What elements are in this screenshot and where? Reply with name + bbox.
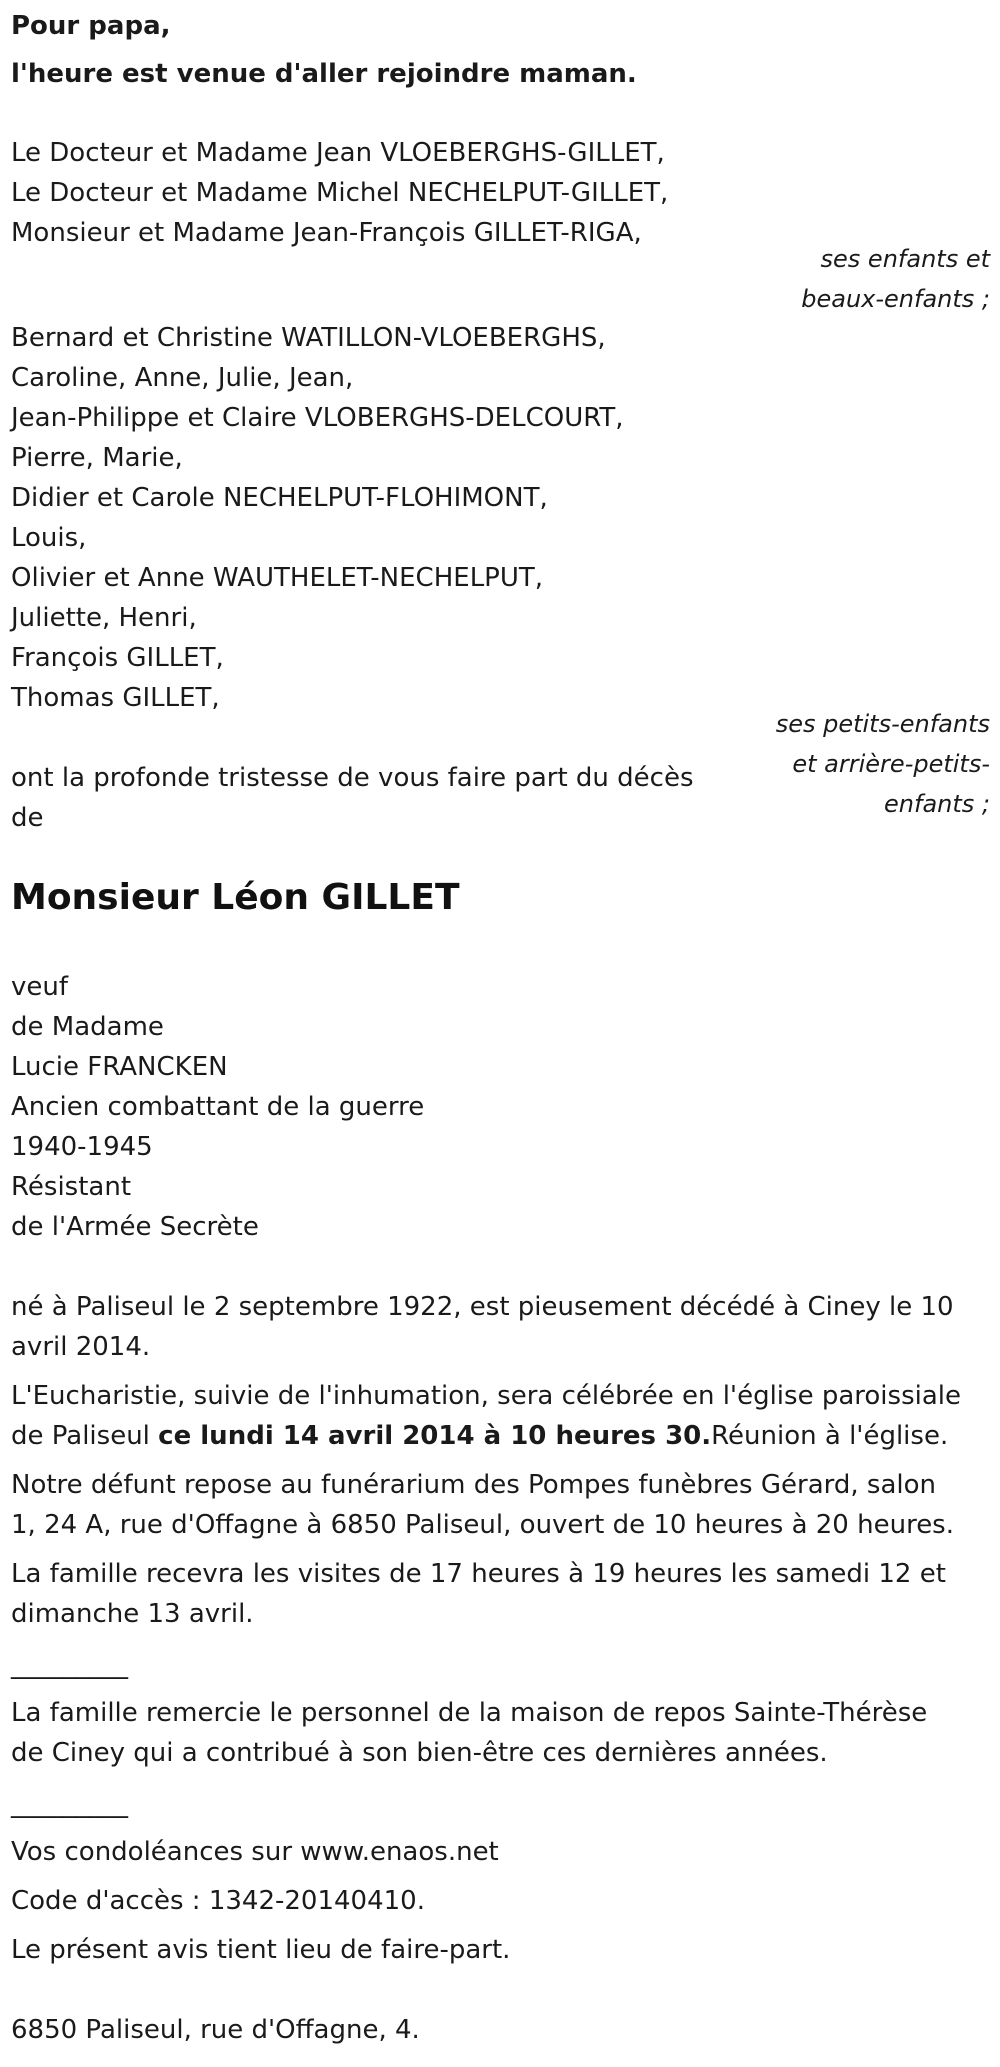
grandchild-line: Louis, bbox=[11, 523, 87, 553]
grandchild-line: Juliette, Henri, bbox=[11, 603, 197, 633]
grandchild-line: Jean-Philippe et Claire VLOBERGHS-DELCOURT, bbox=[11, 403, 624, 433]
grandchild-line: Olivier et Anne WAUTHELET-NECHELPUT, bbox=[11, 563, 544, 593]
header-line-1: Pour papa, bbox=[11, 11, 171, 41]
grandchild-line: Caroline, Anne, Julie, Jean, bbox=[11, 363, 354, 393]
thanks-line: de Ciney qui a contribué à son bien-être ces dernières années. bbox=[11, 1738, 828, 1768]
grandchild-line: Didier et Carole NECHELPUT-FLOHIMONT, bbox=[11, 483, 548, 513]
detail-line: de Madame bbox=[11, 1012, 164, 1042]
detail-line: Lucie FRANCKEN bbox=[11, 1052, 228, 1082]
announcement-line: ont la profonde tristesse de vous faire part du décès bbox=[11, 763, 694, 793]
detail-line: veuf bbox=[11, 972, 69, 1002]
birth-death-line: né à Paliseul le 2 septembre 1922, est pieusement décédé à Ciney le 10 bbox=[11, 1292, 954, 1322]
grandchild-line: François GILLET, bbox=[11, 643, 224, 673]
grandchildren-relation-note: enfants ; bbox=[884, 790, 990, 818]
separator: _________ bbox=[11, 1650, 128, 1680]
header-line-2: l'heure est venue d'aller rejoindre maman. bbox=[11, 59, 637, 89]
visits-line: dimanche 13 avril. bbox=[11, 1599, 254, 1629]
birth-death-line: avril 2014. bbox=[11, 1332, 151, 1362]
separator: _________ bbox=[11, 1789, 128, 1819]
grandchild-line: Bernard et Christine WATILLON-VLOEBERGHS, bbox=[11, 323, 606, 353]
grandchild-line: Pierre, Marie, bbox=[11, 443, 183, 473]
detail-line: de l'Armée Secrète bbox=[11, 1212, 259, 1242]
detail-line: 1940-1945 bbox=[11, 1132, 153, 1162]
condolences-line: Vos condoléances sur www.enaos.net bbox=[11, 1837, 499, 1867]
visits-line: La famille recevra les visites de 17 heures à 19 heures les samedi 12 et bbox=[11, 1559, 946, 1589]
grandchild-line: Thomas GILLET, bbox=[11, 683, 220, 713]
ceremony-date-time: ce lundi 14 avril 2014 à 10 heures 30. bbox=[158, 1421, 712, 1451]
ceremony-line: L'Eucharistie, suivie de l'inhumation, sera célébrée en l'église paroissiale bbox=[11, 1381, 961, 1411]
notice-line: Le présent avis tient lieu de faire-part. bbox=[11, 1935, 511, 1965]
funerarium-line: Notre défunt repose au funérarium des Pompes funèbres Gérard, salon bbox=[11, 1470, 936, 1500]
ceremony-meeting: Réunion à l'église. bbox=[711, 1421, 949, 1451]
address-line: 6850 Paliseul, rue d'Offagne, 4. bbox=[11, 2015, 420, 2045]
detail-line: Résistant bbox=[11, 1172, 132, 1202]
child-line: Monsieur et Madame Jean-François GILLET-RIGA, bbox=[11, 218, 642, 248]
grandchildren-relation-note: et arrière-petits- bbox=[792, 750, 990, 778]
ceremony-line bbox=[11, 1416, 948, 1456]
deceased-name: Monsieur Léon GILLET bbox=[11, 877, 460, 918]
access-code-line: Code d'accès : 1342-20140410. bbox=[11, 1886, 425, 1916]
thanks-line: La famille remercie le personnel de la maison de repos Sainte-Thérèse bbox=[11, 1698, 928, 1728]
children-relation-note: ses enfants et bbox=[820, 245, 990, 273]
grandchildren-relation-note: ses petits-enfants bbox=[775, 710, 990, 738]
child-line: Le Docteur et Madame Jean VLOEBERGHS-GILLET, bbox=[11, 138, 665, 168]
funerarium-line: 1, 24 A, rue d'Offagne à 6850 Paliseul, ouvert de 10 heures à 20 heures. bbox=[11, 1510, 954, 1540]
ceremony-place: de Paliseul bbox=[11, 1421, 159, 1451]
children-relation-note: beaux-enfants ; bbox=[801, 285, 990, 313]
announcement-line: de bbox=[11, 803, 44, 833]
child-line: Le Docteur et Madame Michel NECHELPUT-GILLET, bbox=[11, 178, 669, 208]
detail-line: Ancien combattant de la guerre bbox=[11, 1092, 425, 1122]
